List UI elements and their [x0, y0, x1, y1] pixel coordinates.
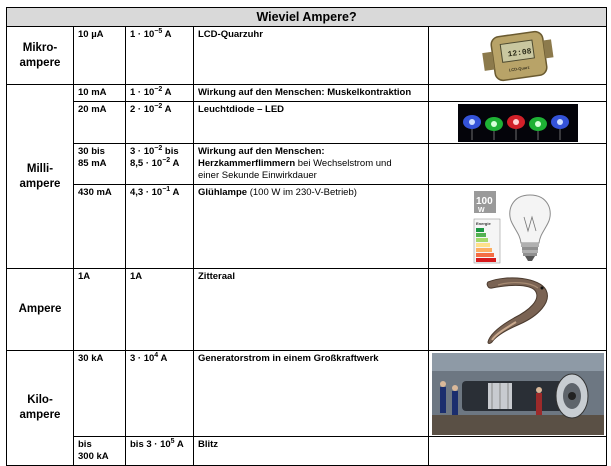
value-text: 85 mA	[78, 158, 107, 169]
lightbulb-image	[468, 187, 568, 267]
value-cell	[74, 269, 126, 351]
sci-unit: A	[170, 187, 180, 198]
lcd-watch-image	[475, 30, 561, 82]
value-cell	[74, 185, 126, 269]
desc-text-normal: bei Wechselstrom und	[295, 158, 392, 169]
value-cell	[74, 27, 126, 85]
sci-cell	[126, 185, 194, 269]
desc-cell	[194, 437, 429, 466]
desc-text-normal: einer Sekunde Einwirkdauer	[198, 170, 317, 181]
category-label: ampere	[19, 56, 61, 69]
sci-base: 2 · 10	[130, 104, 155, 115]
sci-unit: A	[162, 29, 172, 40]
sci-exp: −2	[154, 85, 163, 93]
desc-text: Wirkung auf den Menschen: Muskelkontraktion	[198, 87, 412, 98]
category-label: ampere	[19, 409, 61, 421]
image-cell-empty	[429, 437, 607, 466]
category-mikroampere	[7, 27, 74, 85]
value-cell	[74, 102, 126, 144]
sci-exp: −2	[162, 156, 171, 164]
sci-base: 1 · 10	[130, 29, 155, 40]
sci-base: 4,3 · 10	[130, 187, 163, 198]
sci-unit: A	[170, 158, 180, 169]
sci-base: 3 · 10	[130, 353, 155, 364]
sci-text: 1A	[130, 271, 143, 282]
value-text: 10 mA	[78, 87, 107, 98]
sci-unit: A	[162, 104, 172, 115]
category-label: Milli-	[26, 162, 54, 175]
table-title: Wieviel Ampere?	[7, 8, 607, 27]
category-label: Ampere	[18, 303, 62, 315]
desc-text-normal: (100 W im 230-V-Betrieb)	[247, 187, 357, 198]
sci-cell	[126, 144, 194, 185]
value-text: 20 mA	[78, 104, 107, 115]
ampere-table	[6, 7, 607, 466]
sci-cell	[126, 437, 194, 466]
desc-text: LCD-Quarzuhr	[198, 29, 263, 40]
desc-cell	[194, 27, 429, 85]
value-text: 1A	[78, 271, 91, 282]
category-label: ampere	[19, 177, 61, 190]
sci-tail: bis	[162, 146, 179, 157]
sci-cell	[126, 102, 194, 144]
sci-exp: −2	[154, 144, 163, 152]
desc-text: Blitz	[198, 439, 219, 450]
value-cell	[74, 351, 126, 437]
sci-cell	[126, 351, 194, 437]
generator-image	[432, 353, 604, 435]
sci-unit: A	[174, 439, 184, 450]
desc-cell	[194, 269, 429, 351]
value-text: 30 bis	[78, 146, 105, 157]
sci-exp: 4	[154, 351, 159, 359]
category-label: Kilo-	[27, 394, 53, 406]
value-text: 300 kA	[78, 451, 109, 462]
sci-cell	[126, 27, 194, 85]
image-cell-empty	[429, 85, 607, 102]
value-cell	[74, 85, 126, 102]
electric-eel-image	[478, 272, 558, 348]
desc-text: Wirkung auf den Menschen: Herzkammerflimmern	[198, 146, 325, 169]
energy-label-text: Energie	[475, 220, 491, 226]
desc-text: Leuchtdiode – LED	[198, 104, 285, 115]
desc-cell	[194, 185, 429, 269]
sci-base: 8,5 · 10	[130, 158, 163, 169]
image-cell	[429, 351, 607, 437]
category-kiloampere	[7, 351, 74, 466]
svg-text:12:08: 12:08	[506, 46, 532, 60]
bulb-w-label: W	[477, 206, 485, 214]
value-cell	[74, 144, 126, 185]
sci-unit: A	[158, 353, 168, 364]
sci-base: 3 · 10	[130, 146, 155, 157]
image-cell	[429, 185, 607, 269]
category-milliampere	[7, 85, 74, 269]
desc-cell	[194, 102, 429, 144]
desc-cell	[194, 85, 429, 102]
image-cell-empty	[429, 144, 607, 185]
sci-exp: 5	[170, 437, 175, 445]
desc-text: Glühlampe	[198, 187, 248, 198]
sci-base: 1 · 10	[130, 87, 155, 98]
watch-text: LCD-Quarz	[508, 64, 530, 73]
led-image	[458, 104, 578, 142]
sci-cell	[126, 85, 194, 102]
sci-exp: −2	[154, 102, 163, 110]
ampere-table-wrapper	[6, 7, 606, 462]
image-cell	[429, 102, 607, 144]
desc-cell	[194, 351, 429, 437]
sci-cell	[126, 269, 194, 351]
category-ampere	[7, 269, 74, 351]
desc-text: Zitteraal	[198, 271, 235, 282]
value-text: 430 mA	[78, 187, 112, 198]
value-cell	[74, 437, 126, 466]
bulb-watt-label: 100	[475, 195, 493, 207]
desc-cell	[194, 144, 429, 185]
sci-exp: −5	[154, 27, 163, 35]
desc-text: Generatorstrom in einem Großkraftwerk	[198, 353, 379, 364]
value-text: 10 µA	[78, 29, 104, 40]
sci-exp: −1	[162, 185, 171, 193]
image-cell	[429, 269, 607, 351]
category-label: Mikro-	[22, 41, 58, 54]
image-cell	[429, 27, 607, 85]
sci-base: bis 3 · 10	[130, 439, 171, 450]
value-text: bis	[78, 439, 92, 450]
sci-unit: A	[162, 87, 172, 98]
value-text: 30 kA	[78, 353, 104, 364]
